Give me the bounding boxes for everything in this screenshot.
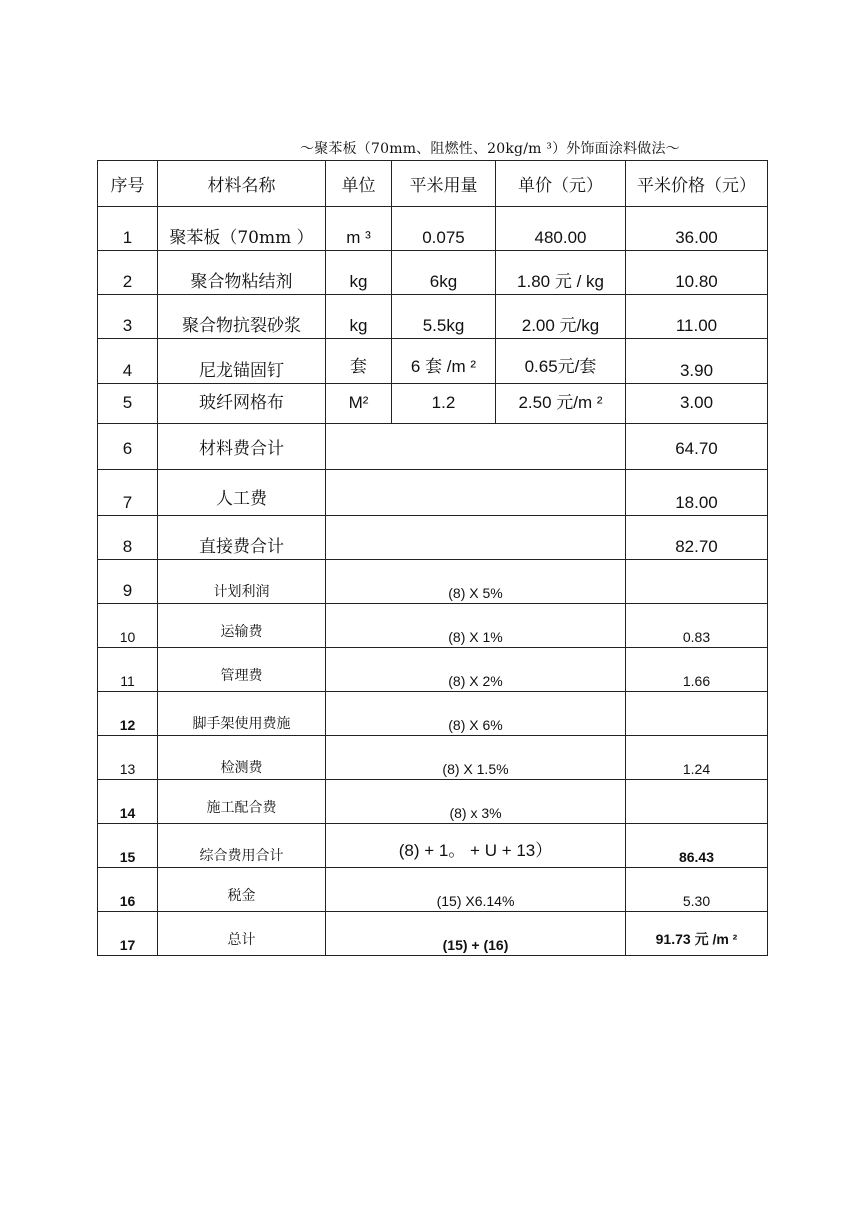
row-total: 18.00 xyxy=(626,470,768,516)
row-price: 0.65元/套 xyxy=(496,339,626,384)
header-cell-total: 平米价格（元） xyxy=(626,161,768,207)
row-total: 91.73 元 /m ² xyxy=(626,912,768,956)
row-no: 3 xyxy=(98,295,158,339)
row-total xyxy=(626,560,768,604)
row-no: 14 xyxy=(98,780,158,824)
row-name: 总计 xyxy=(158,912,326,956)
header-cell-name: 材料名称 xyxy=(158,161,326,207)
row-formula: (8) X 1% xyxy=(326,604,626,648)
row-name: 聚合物粘结剂 xyxy=(158,251,326,295)
row-total xyxy=(626,692,768,736)
table-row xyxy=(98,516,768,560)
row-no: 10 xyxy=(98,604,158,648)
table-row xyxy=(98,736,768,780)
row-total: 0.83 xyxy=(626,604,768,648)
row-total: 1.66 xyxy=(626,648,768,692)
document-title: ～聚苯板（70mm、阻燃性、20kg/m ³）外饰面涂料做法～ xyxy=(300,141,680,157)
row-no: 8 xyxy=(98,516,158,560)
table-row xyxy=(98,692,768,736)
row-unit: M² xyxy=(326,384,392,424)
row-no: 1 xyxy=(98,207,158,251)
row-price: 2.00 元/kg xyxy=(496,295,626,339)
row-name: 材料费合计 xyxy=(158,424,326,470)
row-formula: (8) x 3% xyxy=(326,780,626,824)
row-total: 5.30 xyxy=(626,868,768,912)
table-row xyxy=(98,251,768,295)
row-total: 64.70 xyxy=(626,424,768,470)
row-formula: (8) X 1.5% xyxy=(326,736,626,780)
cost-table xyxy=(97,160,768,956)
row-name: 直接费合计 xyxy=(158,516,326,560)
row-total: 3.90 xyxy=(626,339,768,384)
row-no: 16 xyxy=(98,868,158,912)
table-row xyxy=(98,295,768,339)
row-name: 税金 xyxy=(158,868,326,912)
row-no: 15 xyxy=(98,824,158,868)
row-total: 82.70 xyxy=(626,516,768,560)
row-total: 3.00 xyxy=(626,384,768,424)
row-formula: (15) X6.14% xyxy=(326,868,626,912)
row-total: 36.00 xyxy=(626,207,768,251)
row-name: 运输费 xyxy=(158,604,326,648)
header-cell-no: 序号 xyxy=(98,161,158,207)
table-row xyxy=(98,868,768,912)
row-name: 检测费 xyxy=(158,736,326,780)
table-row xyxy=(98,424,768,470)
row-name: 脚手架使用费施 xyxy=(158,692,326,736)
row-unit: kg xyxy=(326,251,392,295)
row-no: 11 xyxy=(98,648,158,692)
row-name: 综合费用合计 xyxy=(158,824,326,868)
row-no: 6 xyxy=(98,424,158,470)
row-total: 11.00 xyxy=(626,295,768,339)
row-unit: kg xyxy=(326,295,392,339)
row-no: 4 xyxy=(98,339,158,384)
row-total: 1.24 xyxy=(626,736,768,780)
row-name: 计划利润 xyxy=(158,560,326,604)
row-no: 7 xyxy=(98,470,158,516)
row-formula xyxy=(326,470,626,516)
table-row xyxy=(98,824,768,868)
table-row xyxy=(98,912,768,956)
row-formula: (8) + 1。 + U + 13） xyxy=(326,824,626,868)
header-cell-qty: 平米用量 xyxy=(392,161,496,207)
row-qty: 6 套 /m ² xyxy=(392,339,496,384)
header-row xyxy=(98,161,768,207)
row-qty: 0.075 xyxy=(392,207,496,251)
table-row xyxy=(98,560,768,604)
row-formula xyxy=(326,424,626,470)
row-formula: (8) X 2% xyxy=(326,648,626,692)
row-no: 9 xyxy=(98,560,158,604)
row-total xyxy=(626,780,768,824)
row-price: 480.00 xyxy=(496,207,626,251)
row-name: 人工费 xyxy=(158,470,326,516)
row-unit: 套 xyxy=(326,339,392,384)
row-qty: 1.2 xyxy=(392,384,496,424)
row-total: 86.43 xyxy=(626,824,768,868)
row-name: 尼龙锚固钉 xyxy=(158,339,326,384)
header-cell-unit: 单位 xyxy=(326,161,392,207)
table-row xyxy=(98,604,768,648)
row-formula: (8) X 6% xyxy=(326,692,626,736)
table-row xyxy=(98,470,768,516)
table-row xyxy=(98,339,768,384)
row-name: 聚苯板（70mm ） xyxy=(158,207,326,251)
row-name: 聚合物抗裂砂浆 xyxy=(158,295,326,339)
header-cell-price: 单价（元） xyxy=(496,161,626,207)
row-total: 10.80 xyxy=(626,251,768,295)
table-row xyxy=(98,780,768,824)
row-qty: 6kg xyxy=(392,251,496,295)
row-no: 2 xyxy=(98,251,158,295)
row-no: 12 xyxy=(98,692,158,736)
row-no: 5 xyxy=(98,384,158,424)
row-formula xyxy=(326,516,626,560)
row-name: 玻纤网格布 xyxy=(158,384,326,424)
row-no: 13 xyxy=(98,736,158,780)
row-formula: (8) X 5% xyxy=(326,560,626,604)
row-qty: 5.5kg xyxy=(392,295,496,339)
row-price: 2.50 元/m ² xyxy=(496,384,626,424)
row-unit: m ³ xyxy=(326,207,392,251)
row-no: 17 xyxy=(98,912,158,956)
table-row xyxy=(98,207,768,251)
row-price: 1.80 元 / kg xyxy=(496,251,626,295)
table-row xyxy=(98,384,768,424)
row-formula: (15) + (16) xyxy=(326,912,626,956)
table-row xyxy=(98,648,768,692)
row-name: 施工配合费 xyxy=(158,780,326,824)
row-name: 管理费 xyxy=(158,648,326,692)
